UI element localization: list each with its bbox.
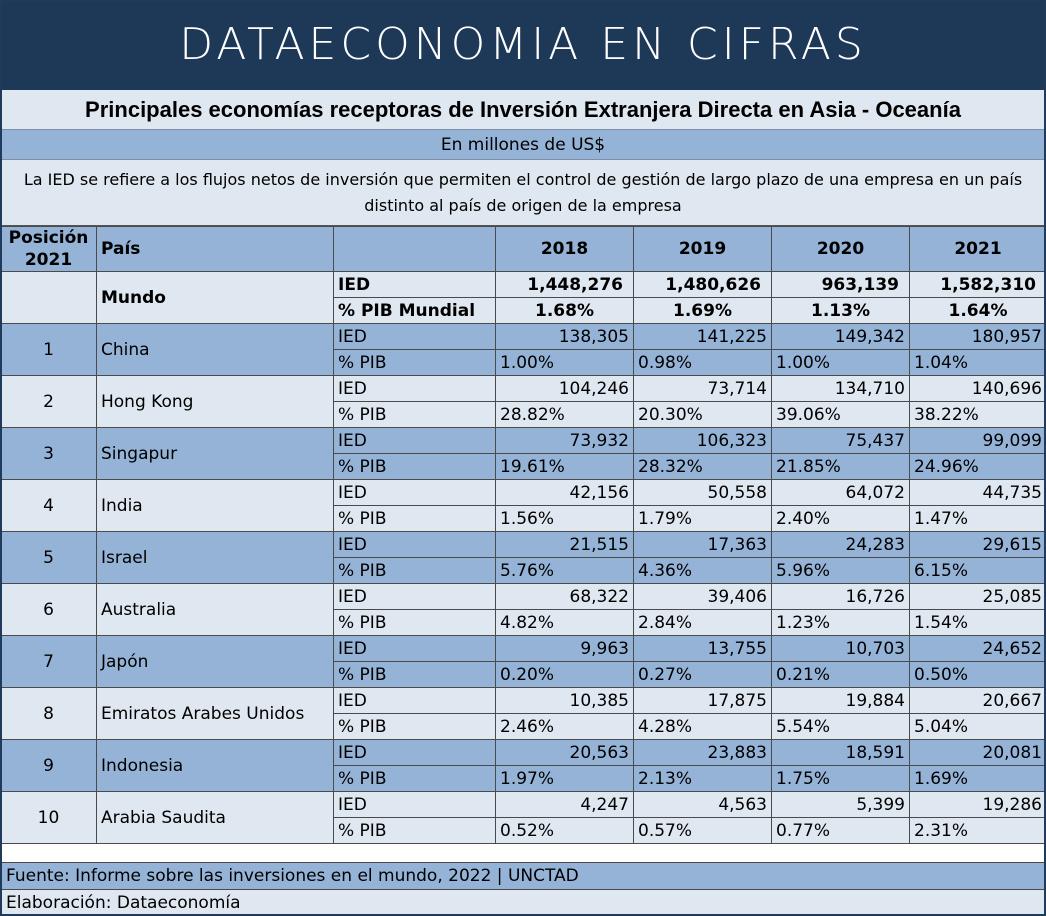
ied-label: IED [334,688,496,714]
ied-value: 29,615 [910,532,1046,558]
pct-value: 0.21% [772,662,910,688]
pct-value: 24.96% [910,454,1046,480]
ied-value: 13,755 [634,636,772,662]
header-year: 2019 [634,227,772,272]
pct-label: % PIB [334,766,496,792]
ied-label: IED [334,376,496,402]
ied-label: IED [334,740,496,766]
banner-title: DATAECONOMIA EN CIFRAS [0,0,1046,88]
ied-value: 5,399 [772,792,910,818]
ied-value: 24,283 [772,532,910,558]
ied-value: 149,342 [772,324,910,350]
ied-value: 10,703 [772,636,910,662]
pct-value: 1.23% [772,610,910,636]
source-note: Fuente: Informe sobre las inversiones en el mundo, 2022 | UNCTAD [0,862,1046,889]
ied-value: 23,883 [634,740,772,766]
ied-value: 9,963 [496,636,634,662]
ied-value: 19,884 [772,688,910,714]
pct-value: 5.96% [772,558,910,584]
pct-value: 5.54% [772,714,910,740]
country-rank: 7 [1,636,97,688]
country-rank: 10 [1,792,97,844]
ied-value: 18,591 [772,740,910,766]
ied-value: 68,322 [496,584,634,610]
pct-value: 0.77% [772,818,910,844]
pct-value: 2.84% [634,610,772,636]
pct-label: % PIB [334,662,496,688]
pct-value: 1.75% [772,766,910,792]
table-title: Principales economías receptoras de Inversión Extranjera Directa en Asia - Oceanía [0,88,1046,130]
pct-value: 1.69% [910,766,1046,792]
pct-label: % PIB [334,558,496,584]
country-name: Hong Kong [97,376,334,428]
header-position: Posición 2021 [1,227,97,272]
ied-label: IED [334,324,496,350]
world-pct-value: 1.64% [910,298,1046,324]
pct-value: 1.56% [496,506,634,532]
pct-value: 2.46% [496,714,634,740]
pct-label: % PIB [334,818,496,844]
ied-value: 73,932 [496,428,634,454]
world-pct-value: 1.68% [496,298,634,324]
pct-value: 4.36% [634,558,772,584]
header-year: 2018 [496,227,634,272]
pct-label: % PIB [334,350,496,376]
ied-label: IED [334,636,496,662]
country-name: China [97,324,334,376]
ied-value: 10,385 [496,688,634,714]
ied-label: IED [334,584,496,610]
world-pct-value: 1.69% [634,298,772,324]
ied-value: 4,247 [496,792,634,818]
pct-value: 0.20% [496,662,634,688]
pct-value: 1.00% [772,350,910,376]
pct-value: 1.00% [496,350,634,376]
ied-value: 25,085 [910,584,1046,610]
pct-label: % PIB [334,402,496,428]
pct-value: 2.13% [634,766,772,792]
definition-note: La IED se refiere a los flujos netos de inversión que permiten el control de gestión de largo plazo de una empresa en un país distinto al país de origen de la empresa [0,160,1046,226]
ied-value: 106,323 [634,428,772,454]
ied-value: 138,305 [496,324,634,350]
pct-value: 0.52% [496,818,634,844]
pct-value: 1.79% [634,506,772,532]
pct-value: 20.30% [634,402,772,428]
ied-value: 73,714 [634,376,772,402]
pct-value: 1.47% [910,506,1046,532]
ied-value: 17,363 [634,532,772,558]
header-country: País [97,227,334,272]
pct-value: 28.32% [634,454,772,480]
ied-label: IED [334,480,496,506]
country-rank: 2 [1,376,97,428]
country-name: India [97,480,334,532]
header-year: 2020 [772,227,910,272]
ied-value: 44,735 [910,480,1046,506]
pct-value: 0.98% [634,350,772,376]
country-rank: 6 [1,584,97,636]
pct-value: 5.76% [496,558,634,584]
ied-value: 75,437 [772,428,910,454]
header-year: 2021 [910,227,1046,272]
country-rank: 9 [1,740,97,792]
pct-label: % PIB [334,506,496,532]
ied-value: 20,667 [910,688,1046,714]
country-name: Japón [97,636,334,688]
ied-value: 64,072 [772,480,910,506]
ied-value: 21,515 [496,532,634,558]
country-name: Singapur [97,428,334,480]
pct-value: 28.82% [496,402,634,428]
pct-value: 4.28% [634,714,772,740]
ied-value: 24,652 [910,636,1046,662]
world-ied-value: 1,582,310 [910,272,1046,298]
country-rank: 1 [1,324,97,376]
ied-value: 20,081 [910,740,1046,766]
pct-value: 0.57% [634,818,772,844]
world-pct-label: % PIB Mundial [334,298,496,324]
country-rank: 8 [1,688,97,740]
ied-value: 134,710 [772,376,910,402]
country-name: Indonesia [97,740,334,792]
pct-value: 19.61% [496,454,634,480]
pct-value: 38.22% [910,402,1046,428]
ied-value: 141,225 [634,324,772,350]
pct-value: 4.82% [496,610,634,636]
ied-value: 19,286 [910,792,1046,818]
country-rank: 5 [1,532,97,584]
pct-value: 39.06% [772,402,910,428]
ied-value: 39,406 [634,584,772,610]
world-ied-value: 963,139 [772,272,910,298]
world-ied-value: 1,448,276 [496,272,634,298]
ied-value: 42,156 [496,480,634,506]
world-pct-value: 1.13% [772,298,910,324]
pct-value: 1.54% [910,610,1046,636]
ied-value: 50,558 [634,480,772,506]
credit-note: Elaboración: Dataeconomía [0,889,1046,916]
world-name: Mundo [97,272,334,324]
pct-label: % PIB [334,454,496,480]
ied-value: 17,875 [634,688,772,714]
pct-value: 0.50% [910,662,1046,688]
ied-value: 180,957 [910,324,1046,350]
ied-label: IED [334,792,496,818]
country-rank: 3 [1,428,97,480]
pct-value: 1.97% [496,766,634,792]
ied-value: 4,563 [634,792,772,818]
ied-value: 99,099 [910,428,1046,454]
country-name: Australia [97,584,334,636]
country-rank: 4 [1,480,97,532]
pct-label: % PIB [334,714,496,740]
ied-value: 16,726 [772,584,910,610]
ied-label: IED [334,532,496,558]
world-ied-label: IED [334,272,496,298]
pct-value: 6.15% [910,558,1046,584]
pct-value: 2.40% [772,506,910,532]
pct-value: 0.27% [634,662,772,688]
ied-label: IED [334,428,496,454]
pct-value: 21.85% [772,454,910,480]
ied-value: 104,246 [496,376,634,402]
pct-label: % PIB [334,610,496,636]
pct-value: 2.31% [910,818,1046,844]
country-name: Emiratos Arabes Unidos [97,688,334,740]
world-ied-value: 1,480,626 [634,272,772,298]
country-name: Israel [97,532,334,584]
ied-value: 140,696 [910,376,1046,402]
country-name: Arabia Saudita [97,792,334,844]
ied-value: 20,563 [496,740,634,766]
pct-value: 1.04% [910,350,1046,376]
pct-value: 5.04% [910,714,1046,740]
unit-subtitle: En millones de US$ [0,130,1046,160]
